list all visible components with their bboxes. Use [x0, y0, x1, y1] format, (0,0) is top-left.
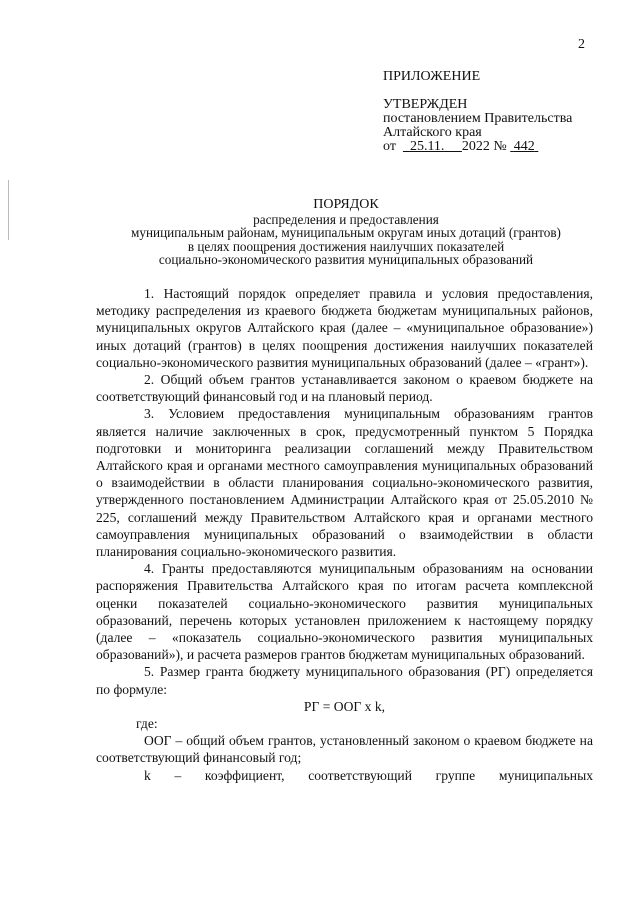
definition-k: k – коэффициент, соответствующий группе муниципальных — [144, 767, 593, 783]
title-line: в целях поощрения достижения наилучших показателей — [187, 238, 505, 254]
page-number: 2 — [578, 37, 585, 52]
document-body — [96, 285, 593, 784]
title-main: ПОРЯДОК — [313, 197, 379, 212]
paragraph-2: 2. Общий объем грантов устанавливается законом о краевом бюджете на соответствующий финансовый год и на плановый период. — [96, 372, 593, 405]
paragraph-5: 5. Размер гранта бюджету муниципального образования (РГ) определяется по формуле: — [96, 664, 593, 697]
paragraph-1: 1. Настоящий порядок определяет правила и условия предоставления, методику распределения из краевого бюджета бюджетам муниципальных районов, муниципальных округов Алтайского края (далее – «муниципальное образование») иных дотаций (грантов) в целях поощрения достижения наилучших показателей социально-экономического развития муниципальных образований (далее – «грант»). — [96, 286, 593, 370]
approval-date-line — [383, 139, 538, 154]
decree-number: 442 — [513, 139, 535, 154]
year-text: 2022 № — [461, 139, 507, 154]
date-value: 25.11. — [409, 139, 445, 154]
date-prefix: от — [383, 139, 396, 154]
title-line: распределения и предоставления — [253, 211, 439, 227]
paragraph-3: 3. Условием предоставления муниципальным образованиям грантов является наличие заключенных в срок, предусмотренный пунктом 5 Порядка подготовки и мониторинга реализации соглашений между Правительством Алтайского края и органами местного самоуправления муниципальных образований о взаимодействии в области планирования социально-экономического развития, утвержденного постановлением Администрации Алтайского края от 25.05.2010 № 225, соглашений между Правительством Алтайского края и органами местного самоуправления муниципальных образований о взаимодействии в области планирования социально-экономического развития. — [96, 406, 593, 560]
approved-label: УТВЕРЖДЕН — [383, 97, 468, 112]
appendix-heading: ПРИЛОЖЕНИЕ — [383, 69, 481, 84]
approved-by-region: Алтайского края — [383, 125, 482, 140]
formula: РГ = ООГ x k, — [303, 698, 386, 714]
title-line: муниципальным районам, муниципальным округам иных дотаций (грантов) — [131, 225, 561, 240]
title-line: социально-экономического развития муниципальных образований — [158, 252, 534, 267]
scan-margin-mark — [8, 180, 9, 240]
document-title — [70, 198, 622, 267]
definition-oog: ООГ – общий объем грантов, установленный законом о краевом бюджете на соответствующий финансовый год; — [96, 733, 593, 766]
where-label: где: — [136, 716, 158, 732]
approved-by-line: постановлением Правительства — [383, 111, 573, 126]
paragraph-4: 4. Гранты предоставляются муниципальным образованиям на основании распоряжения Правительства Алтайского края по итогам расчета комплексной оценки показателей социально-экономического развития муниципальных образований, перечень которых установлен приложением к настоящему порядку (далее – «показатель социально-экономического развития муниципальных образований»), и расчета размеров грантов бюджетам муниципальных образований. — [96, 561, 593, 663]
